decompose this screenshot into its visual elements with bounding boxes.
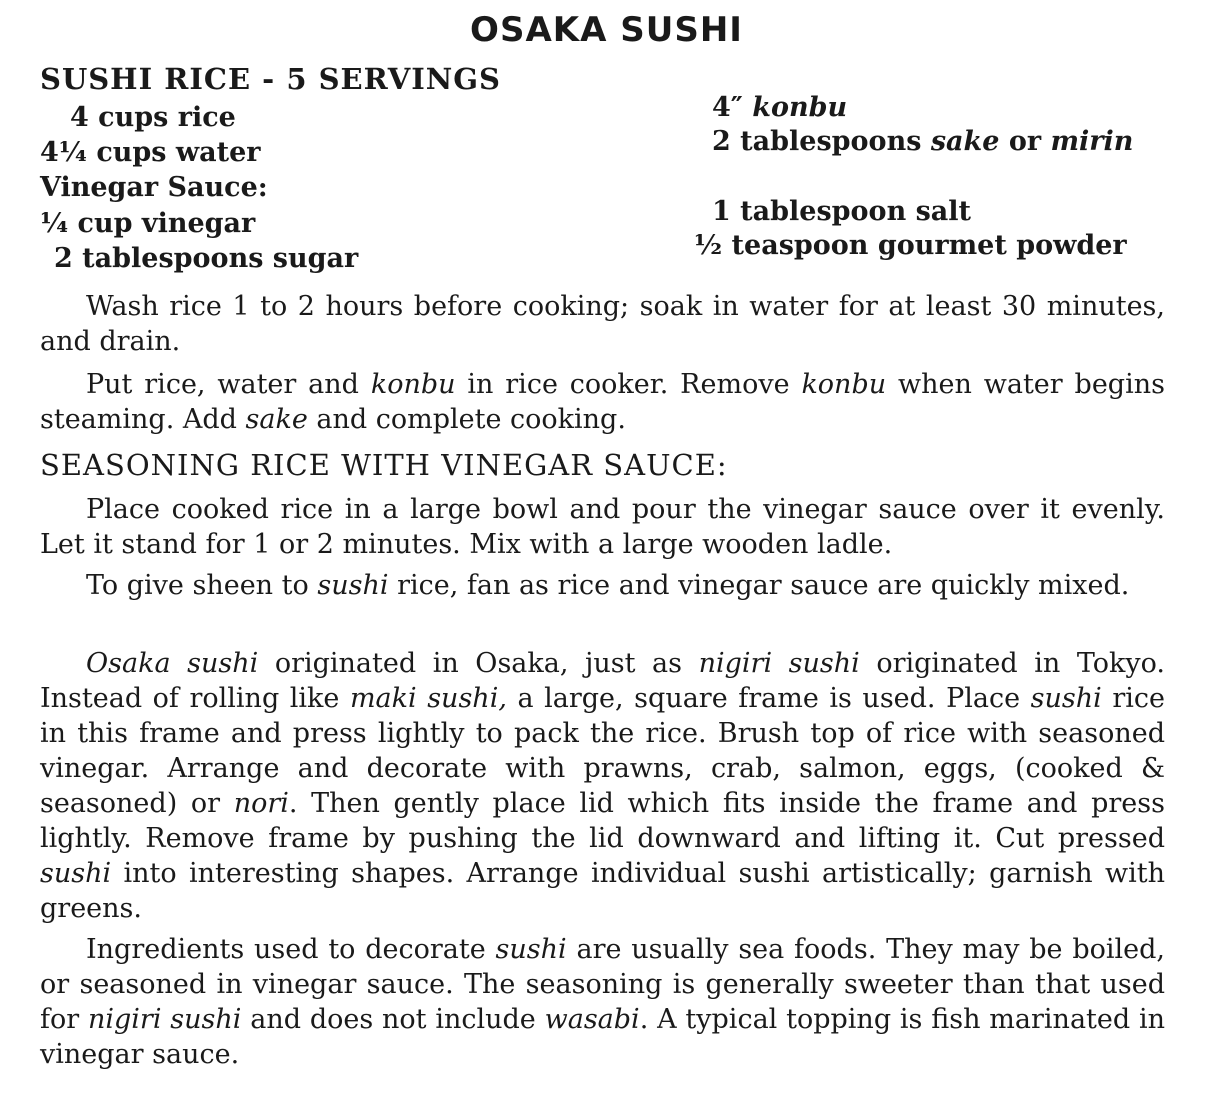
- paragraph-ingredients: [40, 932, 1165, 1072]
- p4-text-a: To give sheen to: [86, 570, 318, 601]
- sake-word: sake: [930, 126, 1000, 157]
- p5-text-l: into interesting shapes. Arrange individual sushi artistically; garnish with greens.: [40, 858, 1165, 924]
- ingredient-sake-mirin: [712, 126, 1133, 157]
- p2-text-g: and complete cooking.: [307, 404, 626, 435]
- paragraph-cook-rice: [40, 367, 1165, 437]
- ingredient-rice: 4 cups rice: [70, 102, 236, 133]
- p5-text-f: a large, square frame is used. Place: [506, 683, 1031, 714]
- ingredient-salt: 1 tablespoon salt: [712, 196, 972, 227]
- p5-osaka-sushi: Osaka sushi: [86, 648, 259, 679]
- paragraph-wash-rice: Wash rice 1 to 2 hours before cooking; soak in water for at least 30 minutes, and drain.: [40, 291, 1165, 357]
- paragraph-season-rice: Place cooked rice in a large bowl and pour the vinegar sauce over it evenly. Let it stand for 1 or 2 minutes. Mix with a large wooden ladle.: [40, 494, 1165, 560]
- p5-sushi-2: sushi: [40, 858, 112, 889]
- ingredient-gourmet-powder: ½ teaspoon gourmet powder: [694, 230, 1127, 261]
- p6-nigiri-sushi: nigiri sushi: [87, 1004, 242, 1035]
- p2-text-a: Put rice, water and: [86, 369, 371, 400]
- p5-sushi-1: sushi: [1030, 683, 1102, 714]
- page-title: OSAKA SUSHI: [470, 10, 743, 50]
- p5-nori: nori: [233, 788, 289, 819]
- p6-text-c: are usually sea foods. They may be boiled, or seasoned in vinegar sauce. The seasoning is generally sweeter than that used for: [40, 934, 1165, 1035]
- p5-text-b: originated in Osaka, just as: [258, 648, 699, 679]
- konbu-word: konbu: [752, 92, 848, 123]
- ingredient-vinegar: ¼ cup vinegar: [40, 208, 256, 239]
- p5-maki-sushi: maki sushi,: [349, 683, 507, 714]
- p6-text-g: . A typical topping is fish marinated in vinegar sauce.: [40, 1004, 1165, 1070]
- p4-sushi: sushi: [317, 570, 389, 601]
- p2-konbu-2: konbu: [801, 369, 887, 400]
- paragraph-osaka-sushi: [40, 646, 1165, 926]
- sake-qty: 2 tablespoons: [712, 126, 922, 157]
- p2-konbu-1: konbu: [370, 369, 456, 400]
- seasoning-heading: SEASONING RICE WITH VINEGAR SAUCE:: [40, 448, 728, 482]
- p2-sake: sake: [245, 404, 308, 435]
- konbu-size: 4″: [712, 92, 743, 123]
- sushi-rice-heading: SUSHI RICE - 5 SERVINGS: [40, 62, 501, 96]
- p5-text-h: rice in this frame and press lightly to pack the rice. Brush top of rice with seasoned vinegar. Arrange and decorate with prawns, crab, salmon, eggs, (cooked & seasoned) or: [40, 683, 1165, 819]
- p5-text-j: . Then gently place lid which fits inside the frame and press lightly. Remove frame by pushing the lid downward and lifting it. Cut pressed: [40, 788, 1165, 854]
- p2-text-e: when water begins steaming. Add: [40, 369, 1165, 435]
- p5-text-d: originated in Tokyo. Instead of rolling like: [40, 648, 1165, 714]
- mirin-word: mirin: [1050, 126, 1134, 157]
- p6-sushi: sushi: [495, 934, 567, 965]
- paragraph-sheen: [40, 568, 1165, 603]
- p6-text-a: Ingredients used to decorate: [86, 934, 496, 965]
- p6-text-e: and does not include: [241, 1004, 545, 1035]
- vinegar-sauce-label: Vinegar Sauce:: [40, 172, 268, 203]
- p5-nigiri-sushi: nigiri sushi: [698, 648, 860, 679]
- or-word: or: [1008, 126, 1042, 157]
- p2-text-c: in rice cooker. Remove: [455, 369, 802, 400]
- ingredient-konbu: [712, 92, 847, 123]
- p4-text-c: rice, fan as rice and vinegar sauce are quickly mixed.: [388, 570, 1130, 601]
- ingredient-water: 4¼ cups water: [40, 137, 261, 168]
- ingredient-sugar: 2 tablespoons sugar: [54, 243, 359, 274]
- p6-wasabi: wasabi: [544, 1004, 640, 1035]
